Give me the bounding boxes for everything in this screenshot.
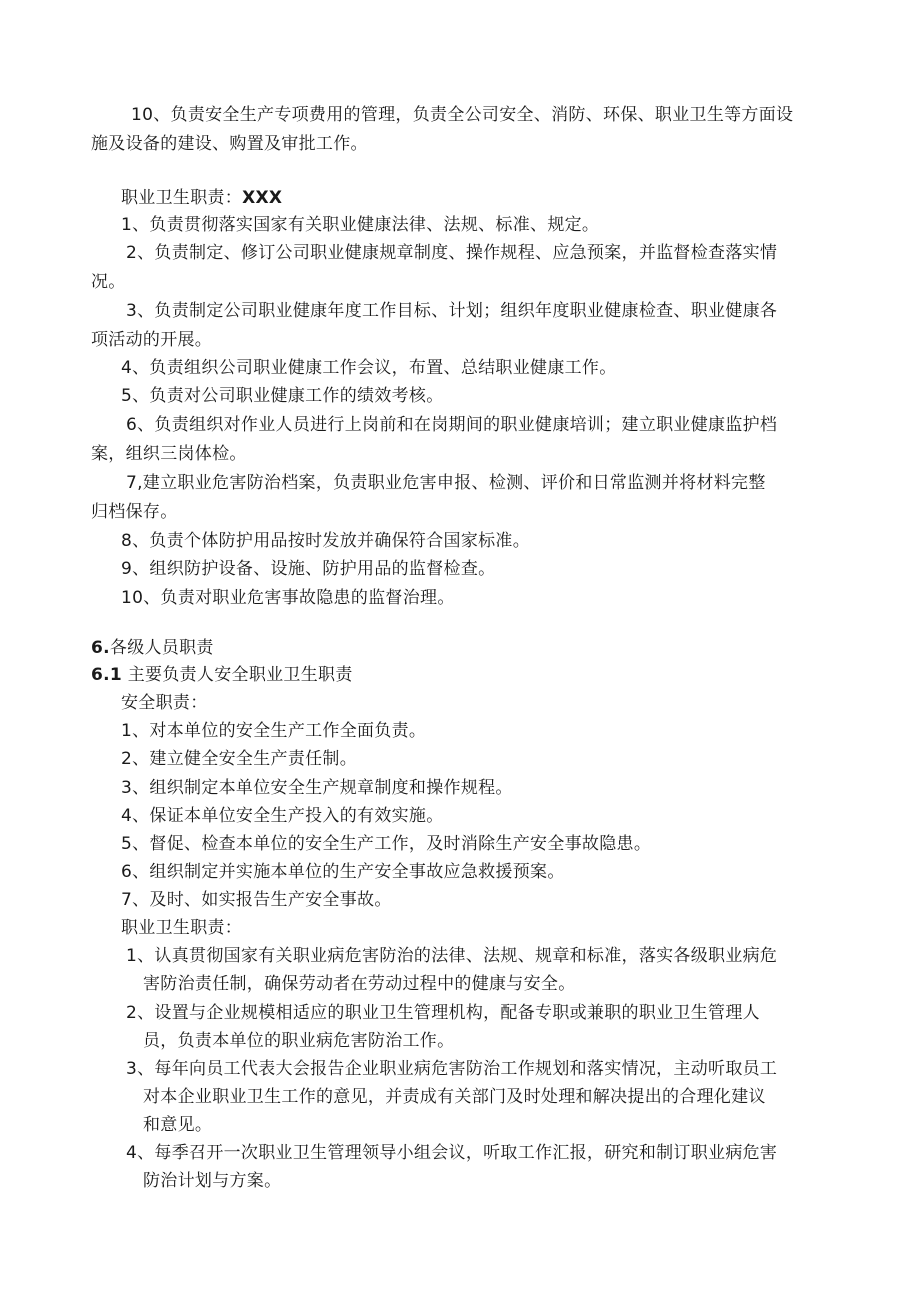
oh-item-6-line2: 案，组织三岗体检。 <box>91 444 247 464</box>
section-6-1-number: 6.1 <box>91 665 123 685</box>
paragraph-10-line2: 施及设备的建设、购置及审批工作。 <box>91 134 368 154</box>
oh-item-7-line2: 归档保存。 <box>91 502 178 522</box>
section-6-number: 6. <box>91 638 110 658</box>
section-6-1-title: 主要负责人安全职业卫生职责 <box>122 665 353 685</box>
safety-item-2: 2、建立健全安全生产责任制。 <box>121 749 358 769</box>
oh-duty-label-2: 职业卫生职责： <box>121 918 243 938</box>
safety-duty-label: 安全职责： <box>121 693 208 713</box>
oh-item-6-line1: 6、负责组织对作业人员进行上岗前和在岗期间的职业健康培训；建立职业健康监护档 <box>126 415 778 435</box>
safety-item-1: 1、对本单位的安全生产工作全面负责。 <box>121 721 427 741</box>
oh-duty-heading <box>121 186 282 210</box>
oh-item-5: 5、负责对公司职业健康工作的绩效考核。 <box>121 386 444 406</box>
oh2-item-3-line2: 对本企业职业卫生工作的意见，并责成有关部门及时处理和解决提出的合理化建议 <box>143 1087 766 1107</box>
safety-item-7: 7、及时、如实报告生产安全事故。 <box>121 890 392 910</box>
oh-item-3-line2: 项活动的开展。 <box>91 330 213 350</box>
oh2-item-3-line3: 和意见。 <box>143 1115 213 1135</box>
safety-item-6: 6、组织制定并实施本单位的生产安全事故应急救援预案。 <box>121 862 565 882</box>
oh-item-9: 9、组织防护设备、设施、防护用品的监督检查。 <box>121 559 496 579</box>
oh-item-2-line1: 2、负责制定、修订公司职业健康规章制度、操作规程、应急预案，并监督检查落实情 <box>126 243 778 263</box>
section-6-heading <box>91 636 214 660</box>
safety-item-4: 4、保证本单位安全生产投入的有效实施。 <box>121 806 444 826</box>
section-6-1-heading <box>91 663 353 687</box>
oh-item-2-line2: 况。 <box>91 272 126 292</box>
oh-duty-person: XXX <box>242 188 283 208</box>
oh2-item-1-line1: 1、认真贯彻国家有关职业病危害防治的法律、法规、规章和标准，落实各级职业病危 <box>126 946 778 966</box>
oh2-item-3-line1: 3、每年向员工代表大会报告企业职业病危害防治工作规划和落实情况，主动听取员工 <box>126 1059 778 1079</box>
safety-item-3: 3、组织制定本单位安全生产规章制度和操作规程。 <box>121 778 513 798</box>
oh-item-8: 8、负责个体防护用品按时发放并确保符合国家标准。 <box>121 531 531 551</box>
oh2-item-4-line2: 防治计划与方案。 <box>143 1171 282 1191</box>
oh-item-3-line1: 3、负责制定公司职业健康年度工作目标、计划；组织年度职业健康检查、职业健康各 <box>126 301 778 321</box>
oh-duty-label: 职业卫生职责： <box>121 188 243 208</box>
oh-item-4: 4、负责组织公司职业健康工作会议，布置、总结职业健康工作。 <box>121 358 617 378</box>
section-6-title: 各级人员职责 <box>109 638 214 658</box>
oh2-item-2-line2: 员，负责本单位的职业病危害防治工作。 <box>143 1031 455 1051</box>
oh2-item-2-line1: 2、设置与企业规模相适应的职业卫生管理机构，配备专职或兼职的职业卫生管理人 <box>126 1003 760 1023</box>
paragraph-10-line1: 10、负责安全生产专项费用的管理，负责全公司安全、消防、环保、职业卫生等方面设 <box>131 105 794 125</box>
oh-item-1: 1、负责贯彻落实国家有关职业健康法律、法规、标准、规定。 <box>121 215 600 235</box>
oh2-item-1-line2: 害防治责任制，确保劳动者在劳动过程中的健康与安全。 <box>143 974 576 994</box>
oh-item-10: 10、负责对职业危害事故隐患的监督治理。 <box>121 588 455 608</box>
safety-item-5: 5、督促、检查本单位的安全生产工作，及时消除生产安全事故隐患。 <box>121 834 652 854</box>
oh2-item-4-line1: 4、每季召开一次职业卫生管理领导小组会议，听取工作汇报，研究和制订职业病危害 <box>126 1143 778 1163</box>
oh-item-7-line1: 7,建立职业危害防治档案，负责职业危害申报、检测、评价和日常监测并将材料完整 <box>126 473 766 493</box>
